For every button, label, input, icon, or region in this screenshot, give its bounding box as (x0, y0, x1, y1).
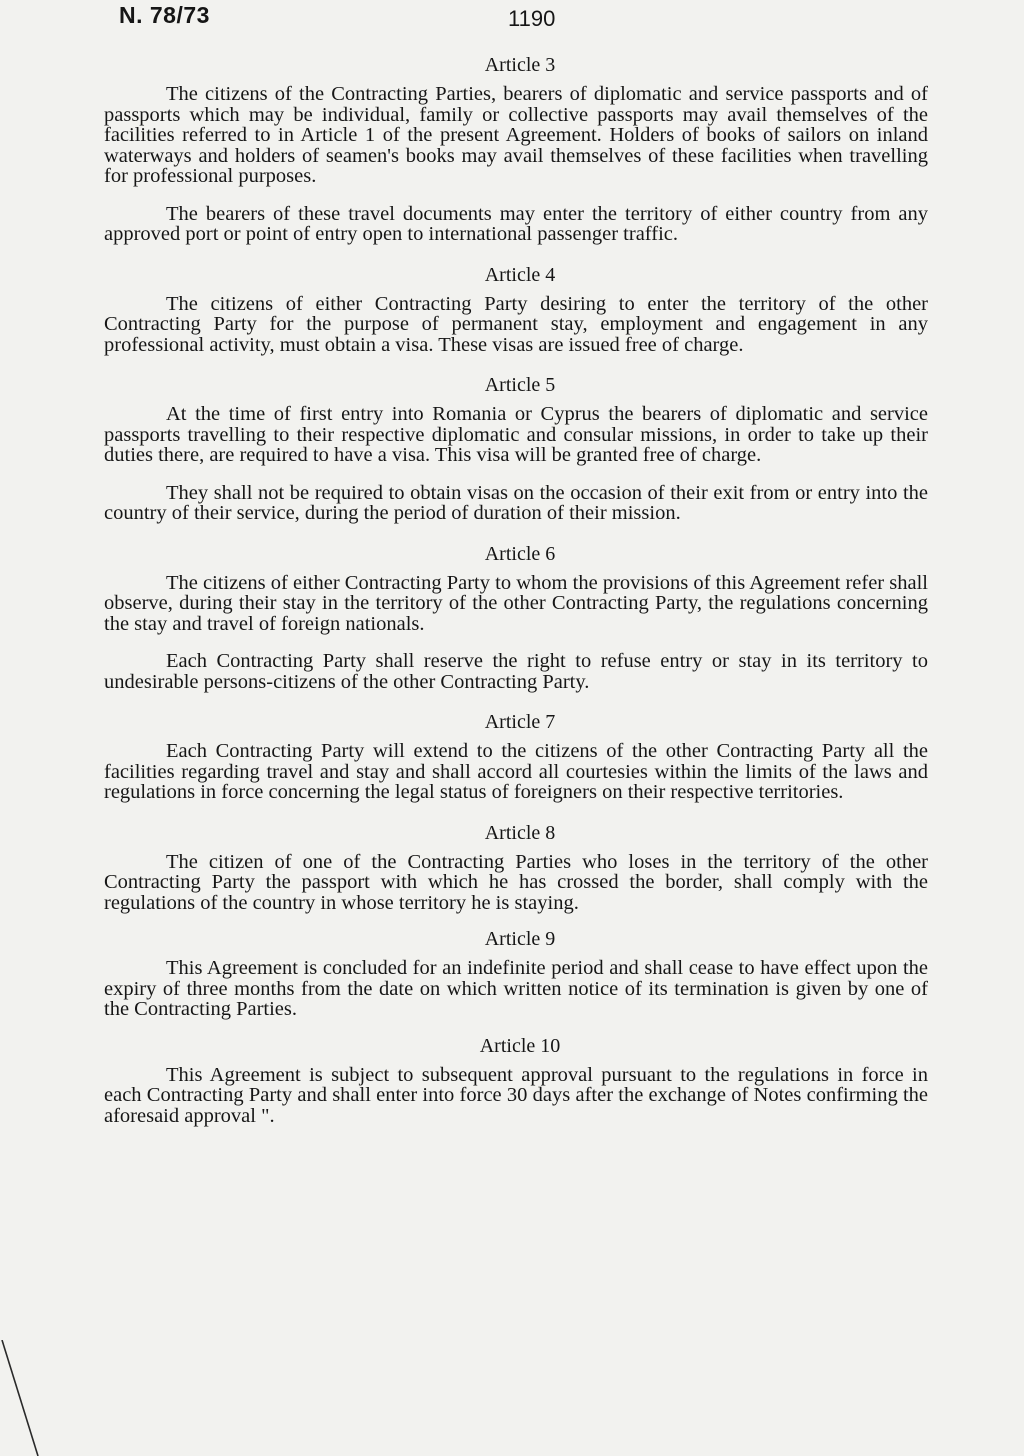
article-title: Article 5 (484, 374, 556, 396)
document-number: N. 78/73 (119, 2, 210, 28)
article-paragraph: The citizens of the Contracting Parties, bearers of diplomatic and service passports and of passports which may be individual, family or collective passports may avail themselves of the facilities referred to in Article 1 of the present Agreement. Holders of books of sailors on inland waterways and holders of seamen's books may avail themselves of these facilities when travelling for professional purposes. (104, 83, 928, 187)
article-9 (104, 926, 928, 1020)
article-title: Article 4 (484, 263, 556, 286)
article-8 (104, 820, 928, 914)
article-6 (104, 541, 928, 693)
article-title: Article 10 (479, 1034, 561, 1057)
article-paragraph: Each Contracting Party will extend to the citizens of the other Contracting Party all the facilities regarding travel and stay and shall accord all courtesies within the limits of the laws and regulations in force concerning the legal status of foreigners on their respective territories. (104, 740, 928, 803)
article-paragraph: At the time of first entry into Romania or Cyprus the bearers of diplomatic and service passports travelling to their respective diplomatic and consular missions, in order to take up their duties there, are required to have a visa. This visa will be granted free of charge. (104, 403, 928, 466)
article-5 (104, 372, 928, 524)
article-title: Article 7 (484, 711, 556, 733)
article-paragraph: This Agreement is subject to subsequent approval pursuant to the regulations in force in each Contracting Party and shall enter into force 30 days after the exchange of Notes confirming the aforesaid approval ". (104, 1063, 928, 1127)
page-number: 1190 (508, 6, 556, 31)
article-10 (104, 1033, 928, 1127)
article-paragraph: The citizens of either Contracting Party to whom the provisions of this Agreement refer shall observe, during their stay in the territory of the other Contracting Party, the regulations concerning the stay and travel of foreign nationals. (104, 571, 928, 635)
document-body (104, 52, 928, 1139)
article-paragraph: They shall not be required to obtain visas on the occasion of their exit from or entry into the country of their service, during the period of duration of their mission. (104, 481, 928, 524)
article-title: Article 3 (484, 54, 556, 76)
article-4 (104, 262, 928, 356)
article-3 (104, 52, 928, 245)
article-7 (104, 709, 928, 803)
article-title: Article 9 (484, 928, 556, 950)
article-paragraph: The bearers of these travel documents may enter the territory of either country from any approved port or point of entry open to international passenger traffic. (104, 202, 928, 245)
article-title: Article 6 (484, 542, 556, 565)
article-paragraph: The citizens of either Contracting Party desiring to enter the territory of the other Contracting Party for the purpose of permanent stay, employment and engagement in any professional activity, must obtain a visa. These visas are issued free of charge. (104, 292, 928, 356)
article-paragraph: This Agreement is concluded for an indefinite period and shall cease to have effect upon the expiry of three months from the date on which written notice of its termination is given by one of the Contracting Parties. (104, 957, 928, 1020)
margin-pencil-line (0, 1340, 60, 1456)
article-paragraph: The citizen of one of the Contracting Parties who loses in the territory of the other Contracting Party the passport with which he has crossed the border, shall comply with the regulations of the country in whose territory he is staying. (104, 850, 928, 914)
article-title: Article 8 (484, 821, 556, 844)
article-paragraph: Each Contracting Party shall reserve the right to refuse entry or stay in its territory to undesirable persons-citizens of the other Contracting Party. (104, 650, 928, 693)
